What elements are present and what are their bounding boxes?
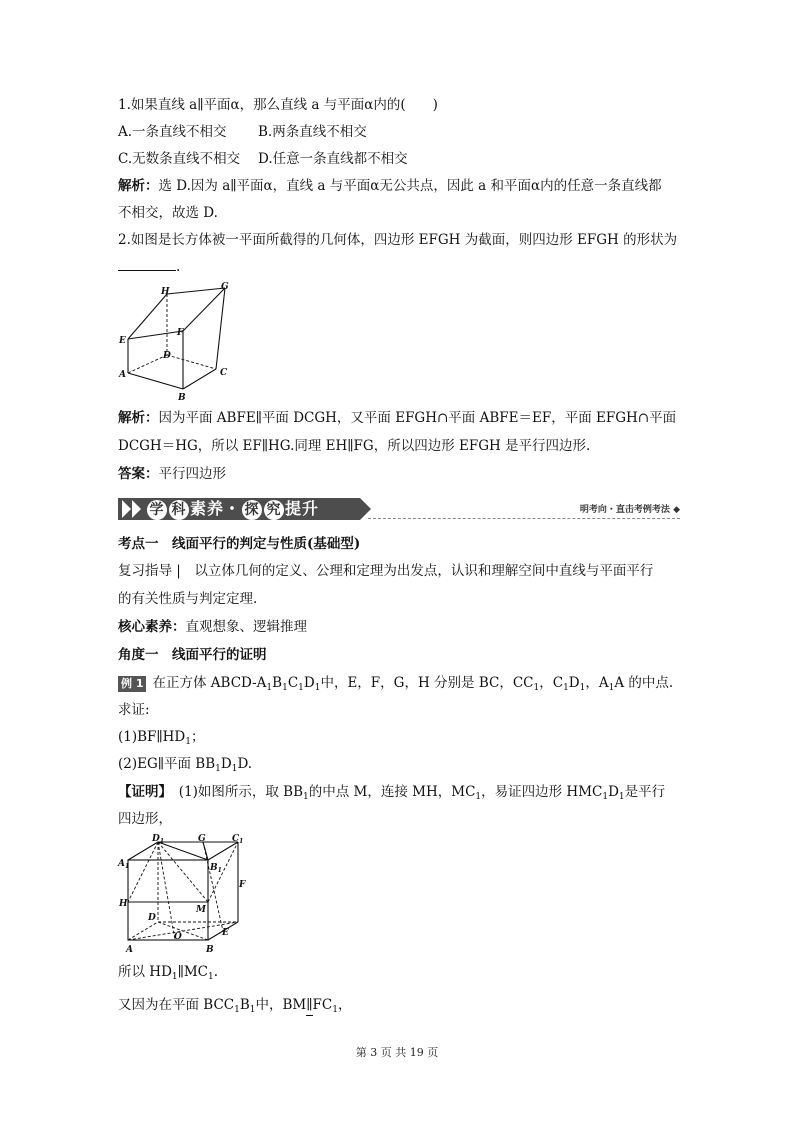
prove-item-1-text: (1)BF∥HD — [118, 729, 186, 745]
vertex-label-h: H — [119, 899, 128, 909]
example-stem: 例 1 在正方体 ABCD-$A_1B_1C_1D_1$中，E，F，G，H 分别是 BC，$CC_1$，$C_1D_1$，$A_1A$ 的中点. — [118, 673, 688, 698]
example-text: A 的中点. — [614, 675, 674, 691]
example-tag: 例 1 — [118, 676, 146, 692]
truncated-cuboid-figure — [115, 280, 240, 405]
q2-stem: 2.如图是长方体被一平面所截得的几何体，四边形 EFGH 为截面，则四边形 EFGH 的形状为 — [118, 232, 678, 248]
proof-text: 的中点 M，连接 MH，MC — [308, 784, 476, 800]
vertex-label-o: O — [174, 932, 182, 942]
parallel-equal-symbol: ∥ — [306, 997, 312, 1013]
prove-item-2-text: (2)EG∥平面 BB — [118, 756, 216, 772]
guide-text2: 的有关性质与判定定理. — [118, 591, 258, 607]
q2-analysis-text1: 因为平面 ABFE∥平面 DCGH，又平面 EFGH∩平面 ABFE＝EF，平面 EFGH∩平面 — [158, 410, 677, 426]
prove-label: 求证: — [118, 702, 150, 718]
vertex-label-h: H — [161, 287, 170, 297]
q1-analysis-line1 — [118, 176, 688, 196]
q1-analysis-text2: 不相交，故选 D. — [118, 205, 218, 221]
guide-label: 复习指导 — [118, 563, 172, 579]
banner-char-circle: 究 — [264, 500, 284, 520]
vertex-label-a: A — [126, 945, 133, 955]
diamond-icon: ◆ — [673, 505, 680, 515]
vertex-label-c: C — [220, 368, 228, 378]
vertex-label-b1: $B_1$ — [210, 863, 222, 874]
proof-text: (1)如图所示，取 BB — [178, 784, 304, 800]
proof-line2: 四边形， — [118, 811, 172, 827]
core-label: 核心素养： — [118, 619, 186, 635]
vertex-label-f: F — [239, 880, 246, 890]
section-banner — [118, 496, 680, 522]
prove-item-2: (2)EG∥平面 $BB_1D_1D$. — [118, 756, 253, 774]
banner-subtitle — [580, 502, 680, 515]
banner-title — [146, 498, 319, 520]
conclusion-text: . — [213, 964, 219, 980]
example-text: D — [568, 675, 580, 691]
q2-answer-text: 平行四边形 — [158, 466, 226, 482]
example-text: ，C — [539, 675, 564, 691]
vertex-label-a1: $A_1$ — [118, 859, 130, 870]
prove-item-1: $(1)BF\parallel HD_1$； — [118, 729, 205, 747]
core-text: 直观想象、逻辑推理 — [185, 619, 307, 635]
chevron-icon — [132, 500, 141, 518]
banner-char: 提升 — [285, 499, 320, 518]
proof-line1: 【证明】 (1)如图所示，取 $BB_1$的中点 M，连接 MH，$MC_1$，易证四边形 $HMC_1D_1$是平行 — [118, 784, 666, 802]
vertex-label-a: A — [119, 370, 126, 380]
again-line: 又因为在平面 $BCC_1B_1$中，$BM\parallel FC_1$， — [118, 997, 352, 1015]
q2-analysis-text2: DCGH＝HG，所以 EF∥HG.同理 EH∥FG，所以四边形 EFGH 是平行四边形. — [118, 438, 591, 454]
vertex-label-b: B — [206, 945, 214, 955]
q2-answer-label: 答案： — [118, 466, 159, 482]
q1-analysis-text1: 选 D.因为 a∥平面α，直线 a 与平面α无公共点，因此 a 和平面α内的任意一条直线都 — [158, 178, 662, 194]
banner-subtitle-text: 明考向・直击考例考法 — [579, 505, 670, 515]
proof-text: 是平行 — [624, 784, 666, 800]
example-text: 在正方体 ABCD-A — [152, 675, 267, 691]
again-text: 又因为在平面 BCC — [118, 997, 235, 1013]
proof-label: 【证明】 — [118, 784, 166, 800]
vertex-label-g: G — [221, 282, 229, 292]
again-text: 中，BM — [255, 997, 307, 1013]
banner-char-circle: 科 — [169, 500, 189, 520]
q1-option-a: A.一条直线不相交 — [118, 124, 227, 140]
q1-option-c: C.无数条直线不相交 — [118, 151, 241, 167]
conclusion-line: 所以 $HD_1\parallel MC_1$. — [118, 964, 219, 982]
vertex-label-c1: $C_1$ — [232, 834, 244, 845]
q1-options-row2 — [118, 149, 688, 169]
banner-tip — [360, 498, 371, 520]
prove-item-1-end: ； — [190, 729, 205, 745]
guide-text1: 以立体几何的定义、公理和定理为出发点，认识和理解空间中直线与平面平行 — [194, 563, 654, 579]
again-text: ， — [337, 997, 352, 1013]
guide-separator: | — [172, 563, 195, 579]
vertex-label-e: E — [222, 928, 229, 938]
q2-stem-end: . — [176, 259, 181, 275]
q1-options-row1 — [118, 122, 688, 142]
again-text: FC — [312, 997, 333, 1013]
vertex-label-e: E — [119, 336, 126, 346]
q2-answer — [118, 464, 688, 484]
vertex-label-d1: $D_1$ — [152, 834, 164, 845]
answer-blank — [118, 258, 176, 271]
vertex-label-g: G — [198, 834, 206, 844]
banner-char-circle: 探 — [242, 500, 262, 520]
vertex-label-m: M — [196, 905, 206, 915]
core-literacy — [118, 617, 688, 637]
vertex-label-f: F — [177, 328, 184, 338]
example-text: ，A — [585, 675, 609, 691]
vertex-label-d: D — [148, 913, 156, 923]
guide-line1 — [118, 561, 688, 581]
vertex-label-b: B — [178, 393, 186, 403]
cube-figure — [115, 832, 255, 957]
q2-analysis-label: 解析： — [118, 410, 159, 426]
banner-dashed-line — [368, 518, 680, 519]
q1-analysis-label: 解析： — [118, 178, 159, 194]
section-heading: 考点一 线面平行的判定与性质(基础型) — [118, 536, 361, 552]
q2-analysis-line1 — [118, 408, 688, 428]
q1-stem: 1.如果直线 a∥平面α，那么直线 a 与平面α内的( ) — [118, 97, 438, 113]
prove-item-2-end: D. — [237, 756, 253, 772]
q1-option-b: B.两条直线不相交 — [258, 124, 367, 140]
banner-char-circle: 学 — [147, 500, 167, 520]
conclusion-text: 所以 HD — [118, 964, 172, 980]
proof-text: ，易证四边形 HMC — [481, 784, 603, 800]
example-text: 中，E，F，G，H 分别是 BC，CC — [320, 675, 534, 691]
q1-option-d: D.任意一条直线都不相交 — [258, 151, 408, 167]
vertex-label-d: D — [163, 351, 171, 361]
conclusion-text: ∥MC — [177, 964, 209, 980]
angle-heading: 角度一 线面平行的证明 — [118, 647, 267, 663]
q2-blank-line — [118, 257, 688, 277]
chevron-icon — [122, 500, 131, 518]
page-footer: 第 3 页 共 19 页 — [355, 1046, 439, 1059]
banner-char: 素养・ — [190, 499, 242, 518]
